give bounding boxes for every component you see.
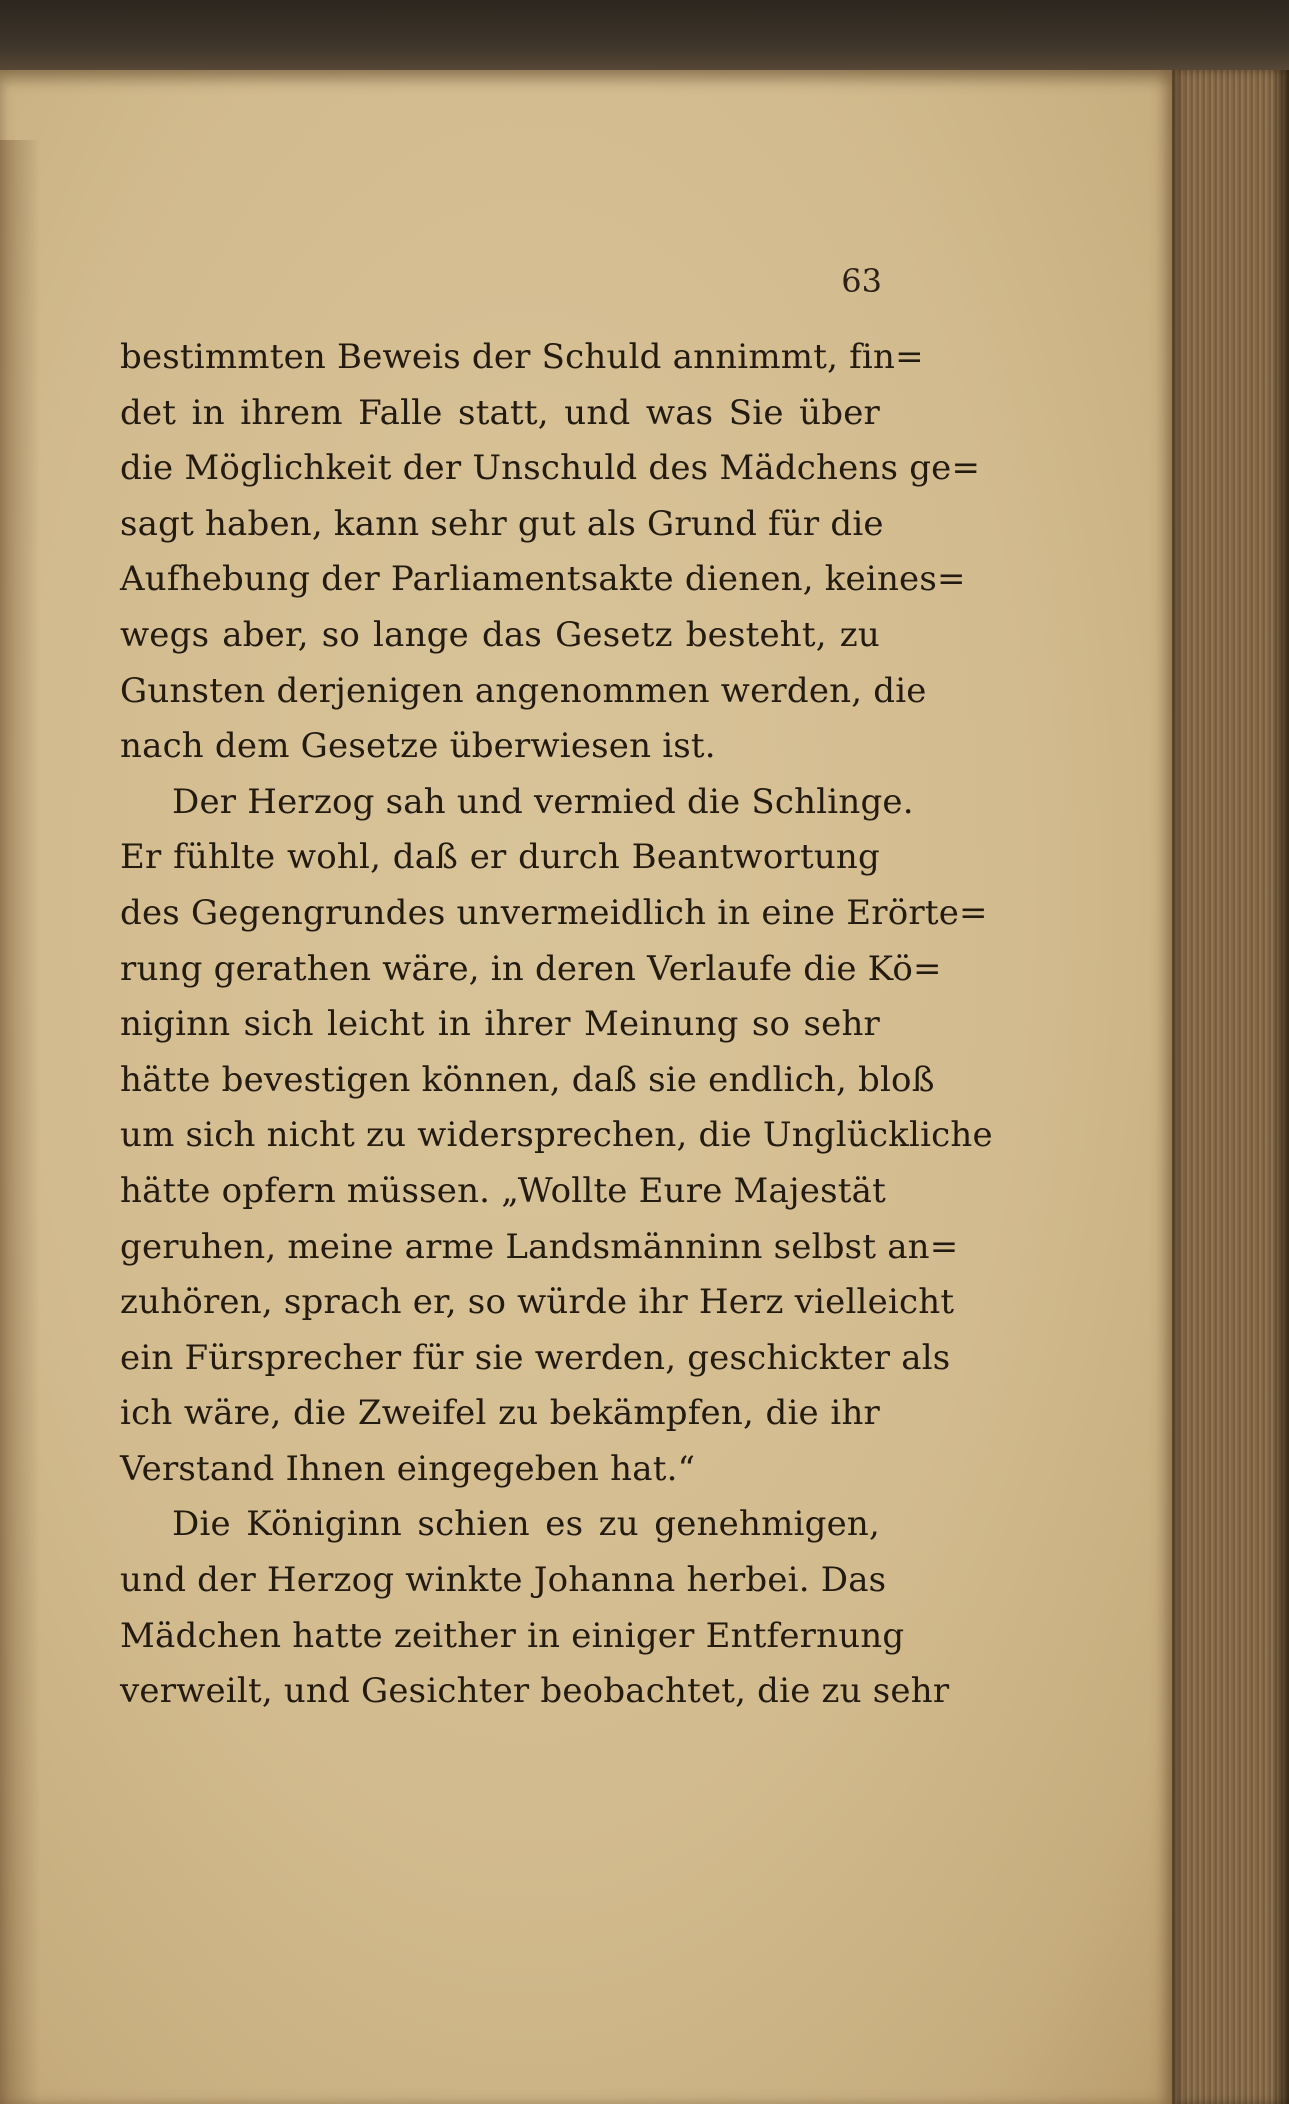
text-line: ich wäre, die Zweifel zu bekämpfen, die ihr [120, 1393, 880, 1434]
text-line: um sich nicht zu widersprechen, die Unglückliche [120, 1115, 993, 1156]
text-line: hätte opfern müssen. „Wollte Eure Majestät [120, 1170, 886, 1211]
book-top-edge [0, 0, 1289, 74]
text-line: Verstand Ihnen eingegeben hat.“ [120, 1448, 696, 1489]
text-line: wegs aber, so lange das Gesetz besteht, zu [120, 614, 880, 655]
text-line: die Möglichkeit der Unschuld des Mädchens ge= [120, 448, 981, 489]
body-text [120, 330, 993, 1720]
text-line: und der Herzog winkte Johanna herbei. Das [120, 1560, 887, 1601]
page-number: 63 [841, 262, 882, 300]
text-line: bestimmten Beweis der Schuld annimmt, fin= [120, 337, 924, 377]
text-line: ein Fürsprecher für sie werden, geschickter als [120, 1337, 951, 1378]
text-line: Er fühlte wohl, daß er durch Beantwortung [120, 837, 880, 878]
text-line: hätte bevestigen können, daß sie endlich, bloß [120, 1059, 935, 1100]
text-line: Der Herzog sah und vermied die Schlinge. [172, 781, 914, 822]
text-line: Gunsten derjenigen angenommen werden, die [120, 670, 927, 711]
text-line: zuhören, sprach er, so würde ihr Herz vielleicht [120, 1282, 955, 1323]
text-line: Aufhebung der Parliamentsakte dienen, keines= [120, 559, 966, 600]
text-line: des Gegengrundes unvermeidlich in eine Erörte= [120, 892, 988, 933]
text-line: nach dem Gesetze überwiesen ist. [120, 726, 716, 767]
text-line: det in ihrem Falle statt, und was Sie über [120, 392, 880, 433]
text-line: Die Königinn schien es zu genehmigen, [172, 1504, 880, 1545]
text-line: geruhen, meine arme Landsmänninn selbst an= [120, 1226, 959, 1267]
text-line: verweilt, und Gesichter beobachtet, die zu sehr [120, 1671, 950, 1712]
page-gutter-shadow [0, 140, 40, 2104]
book-fore-edge [1172, 70, 1289, 2104]
text-line: niginn sich leicht in ihrer Meinung so sehr [120, 1004, 880, 1045]
text-line: Mädchen hatte zeither in einiger Entfernung [120, 1615, 905, 1656]
text-line: rung gerathen wäre, in deren Verlaufe die Kö= [120, 948, 942, 989]
text-line: sagt haben, kann sehr gut als Grund für die [120, 503, 884, 544]
